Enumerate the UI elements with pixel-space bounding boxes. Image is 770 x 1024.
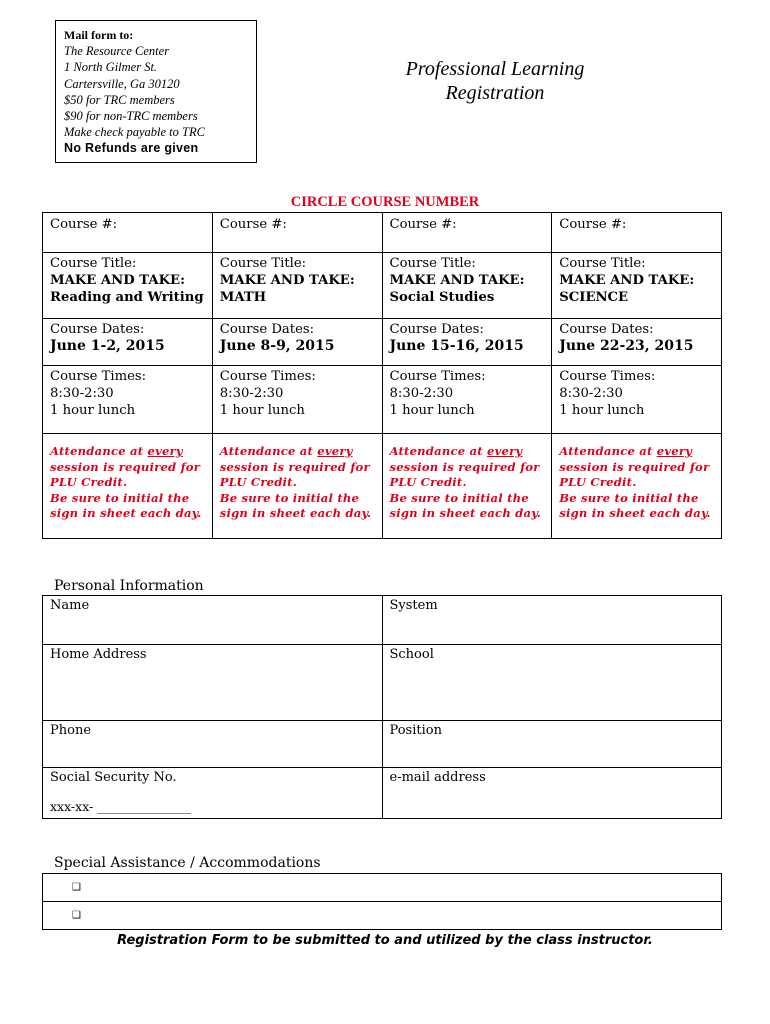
- course-title-cell: Course Title: MAKE AND TAKE: Reading and Writing: [43, 253, 213, 319]
- name-label: Name: [50, 598, 90, 613]
- course-number-cell[interactable]: Course #:: [43, 213, 213, 253]
- attendance-notice-row: [43, 434, 722, 539]
- course-title-cell: Course Title: MAKE AND TAKE: SCIENCE: [552, 253, 722, 319]
- ssn-format: xxx-xx- _______________: [50, 799, 191, 814]
- no-refunds-notice: No Refunds are given: [64, 141, 199, 156]
- course-number-cell[interactable]: Course #:: [552, 213, 722, 253]
- mail-line-street: 1 North Gilmer St.: [64, 60, 158, 75]
- attendance-notice: Attendance at every session is required for PLU Credit. Be sure to initial the sign in sheet each day.: [43, 434, 213, 539]
- mail-line-org: The Resource Center: [64, 44, 170, 59]
- phone-field[interactable]: [43, 721, 383, 768]
- mail-line-city: Cartersville, Ga 30120: [64, 76, 180, 91]
- course-number-row: [43, 213, 722, 253]
- course-title-cell: Course Title: MAKE AND TAKE: MATH: [212, 253, 382, 319]
- course-times-cell: Course Times: 8:30-2:30 1 hour lunch: [43, 366, 213, 434]
- school-field[interactable]: [382, 645, 722, 721]
- mail-heading: Mail form to:: [64, 28, 134, 42]
- special-assistance-table: [42, 873, 722, 930]
- submission-footer: Registration Form to be submitted to and utilized by the class instructor.: [117, 933, 653, 948]
- course-title-row: [43, 253, 722, 319]
- mail-to-box: [55, 20, 257, 163]
- course-number-cell[interactable]: Course #:: [212, 213, 382, 253]
- ssn-label: Social Security No.: [50, 770, 177, 785]
- checkbox-icon[interactable]: ❑: [72, 882, 81, 893]
- position-field[interactable]: [382, 721, 722, 768]
- circle-course-label: CIRCLE COURSE NUMBER: [290, 194, 480, 210]
- attendance-notice: Attendance at every session is required for PLU Credit. Be sure to initial the sign in sheet each day.: [382, 434, 552, 539]
- attendance-notice: Attendance at every session is required for PLU Credit. Be sure to initial the sign in sheet each day.: [212, 434, 382, 539]
- page-title: [370, 57, 620, 105]
- mail-line-nonmember-fee: $90 for non-TRC members: [64, 109, 198, 124]
- mail-line-member-fee: $50 for TRC members: [64, 92, 175, 107]
- ssn-field[interactable]: [43, 768, 383, 819]
- name-field[interactable]: [43, 596, 383, 645]
- attendance-notice: Attendance at every session is required for PLU Credit. Be sure to initial the sign in sheet each day.: [552, 434, 722, 539]
- course-dates-cell: Course Dates: June 22-23, 2015: [552, 319, 722, 366]
- title-line-2: Registration: [445, 82, 545, 104]
- course-dates-row: [43, 319, 722, 366]
- course-dates-cell: Course Dates: June 1-2, 2015: [43, 319, 213, 366]
- phone-label: Phone: [50, 723, 92, 738]
- course-times-cell: Course Times: 8:30-2:30 1 hour lunch: [212, 366, 382, 434]
- personal-info-table: [42, 595, 722, 819]
- course-dates-cell: Course Dates: June 15-16, 2015: [382, 319, 552, 366]
- title-line-1: Professional Learning: [405, 58, 585, 80]
- accommodation-option-2[interactable]: [43, 902, 722, 930]
- home-address-field[interactable]: [43, 645, 383, 721]
- system-field[interactable]: [382, 596, 722, 645]
- position-label: Position: [389, 723, 442, 738]
- email-label: e-mail address: [389, 770, 486, 785]
- home-address-label: Home Address: [50, 647, 147, 662]
- course-times-cell: Course Times: 8:30-2:30 1 hour lunch: [552, 366, 722, 434]
- personal-info-heading: Personal Information: [54, 578, 204, 594]
- email-field[interactable]: [382, 768, 722, 819]
- course-number-cell[interactable]: Course #:: [382, 213, 552, 253]
- course-times-row: [43, 366, 722, 434]
- course-times-cell: Course Times: 8:30-2:30 1 hour lunch: [382, 366, 552, 434]
- course-dates-cell: Course Dates: June 8-9, 2015: [212, 319, 382, 366]
- accommodation-option-1[interactable]: [43, 874, 722, 902]
- course-table: [42, 212, 722, 539]
- mail-line-check: Make check payable to TRC: [64, 125, 205, 140]
- system-label: System: [389, 598, 438, 613]
- course-title-cell: Course Title: MAKE AND TAKE: Social Studies: [382, 253, 552, 319]
- checkbox-icon[interactable]: ❑: [72, 910, 81, 921]
- school-label: School: [389, 647, 434, 662]
- special-assistance-heading: Special Assistance / Accommodations: [54, 855, 321, 871]
